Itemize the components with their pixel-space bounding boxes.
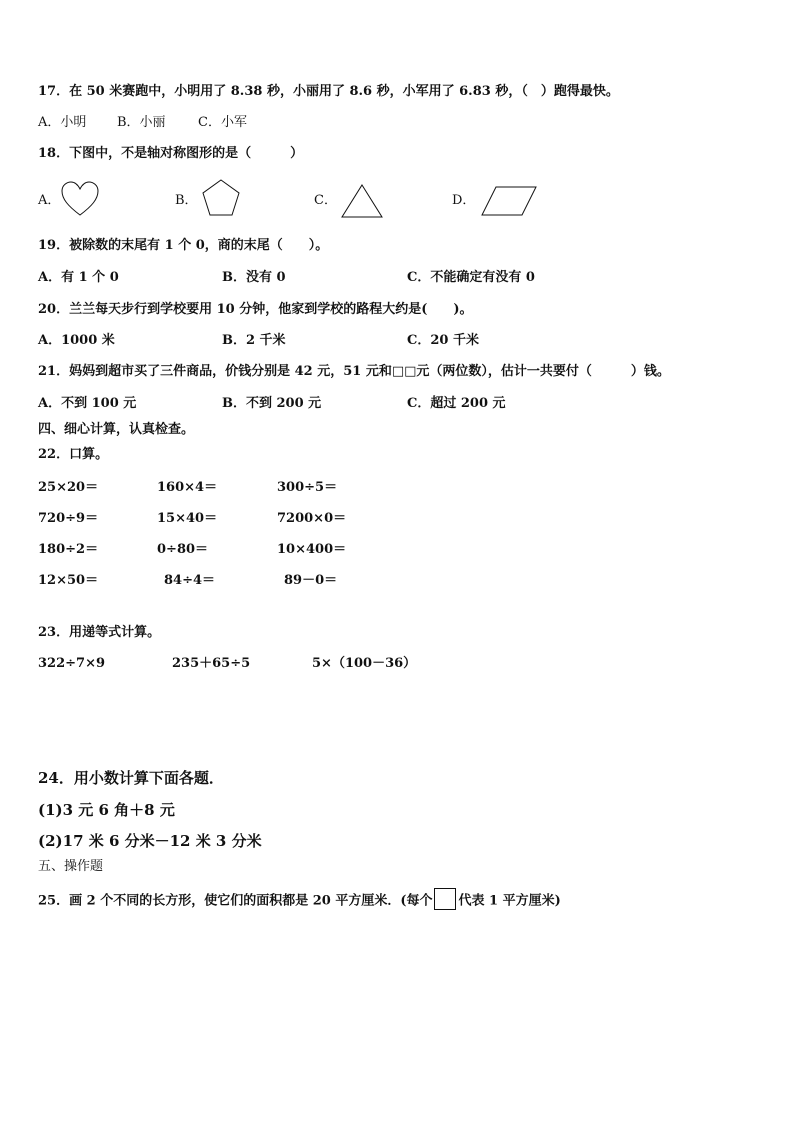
q18-question: 18．下图中，不是轴对称图形的是（ ）: [38, 146, 304, 161]
triangle-icon: [340, 183, 384, 219]
q24-title: 24．用小数计算下面各题．: [38, 769, 224, 787]
section-five-title: 五、操作题: [38, 859, 104, 874]
q20-option-a: A．1000 米: [38, 333, 115, 348]
q22-r4-c3: 89－0＝: [284, 573, 338, 588]
q22-r1-c2: 160×4＝: [157, 480, 218, 495]
q22-r4-c2: 84÷4＝: [164, 573, 216, 588]
q18-option-d: D．: [452, 193, 476, 208]
q25-text-before: 25．画 2 个不同的长方形，使它们的面积都是 20 平方厘米．(每个: [38, 893, 433, 909]
q24-item-2: (2)17 米 6 分米－12 米 3 分米: [38, 832, 262, 850]
q21-option-c: C．超过 200 元: [407, 396, 506, 411]
q19-option-b: B．没有 0: [222, 270, 286, 285]
q22-r1-c1: 25×20＝: [38, 480, 99, 495]
unit-square-icon: [434, 888, 456, 910]
q21-option-a: A．不到 100 元: [38, 396, 137, 411]
q21-question: 21．妈妈到超市买了三件商品，价钱分别是 42 元，51 元和□□元（两位数），估计一共要付（ ）钱。: [38, 364, 670, 379]
q24-item-1: (1)3 元 6 角＋8 元: [38, 801, 175, 819]
q22-r3-c1: 180÷2＝: [38, 542, 99, 557]
q18-option-c: C．: [314, 193, 337, 208]
q17-question: 17．在 50 米赛跑中，小明用了 8.38 秒，小丽用了 8.6 秒，小军用了 6.83 秒，（ ）跑得最快。: [38, 84, 619, 99]
section-four-title: 四、细心计算，认真检查。: [38, 422, 195, 437]
q22-r4-c1: 12×50＝: [38, 573, 99, 588]
q19-option-c: C．不能确定有没有 0: [407, 270, 535, 285]
q18-option-b: B．: [175, 193, 198, 208]
pentagon-icon: [200, 178, 242, 218]
q23-title: 23．用递等式计算。: [38, 625, 161, 640]
q22-r2-c1: 720÷9＝: [38, 511, 99, 526]
q20-question: 20．兰兰每天步行到学校要用 10 分钟，他家到学校的路程大约是( )。: [38, 302, 473, 317]
q22-r2-c2: 15×40＝: [157, 511, 218, 526]
q25-question: [38, 890, 561, 912]
q22-r3-c3: 10×400＝: [277, 542, 347, 557]
q22-r3-c2: 0÷80＝: [157, 542, 209, 557]
q17-option-b: B．小丽: [117, 115, 166, 130]
q22-r1-c3: 300÷5＝: [277, 480, 338, 495]
q22-r2-c3: 7200×0＝: [277, 511, 347, 526]
q18-option-a: A．: [38, 193, 61, 208]
heart-icon: [60, 180, 100, 218]
q20-option-b: B．2 千米: [222, 333, 286, 348]
parallelogram-icon: [478, 185, 540, 217]
q17-option-a: A．小明: [38, 115, 87, 130]
q22-title: 22．口算。: [38, 447, 109, 462]
q21-option-b: B．不到 200 元: [222, 396, 322, 411]
q23-item-1: 322÷7×9: [38, 656, 106, 671]
q19-question: 19．被除数的末尾有 1 个 0，商的末尾（ ）。: [38, 238, 329, 253]
q23-item-3: 5×（100－36）: [312, 656, 417, 671]
q23-item-2: 235＋65÷5: [172, 656, 251, 671]
q25-text-after: 代表 1 平方厘米): [458, 893, 561, 909]
q20-option-c: C．20 千米: [407, 333, 479, 348]
q19-option-a: A．有 1 个 0: [38, 270, 119, 285]
q17-option-c: C．小军: [198, 115, 247, 130]
